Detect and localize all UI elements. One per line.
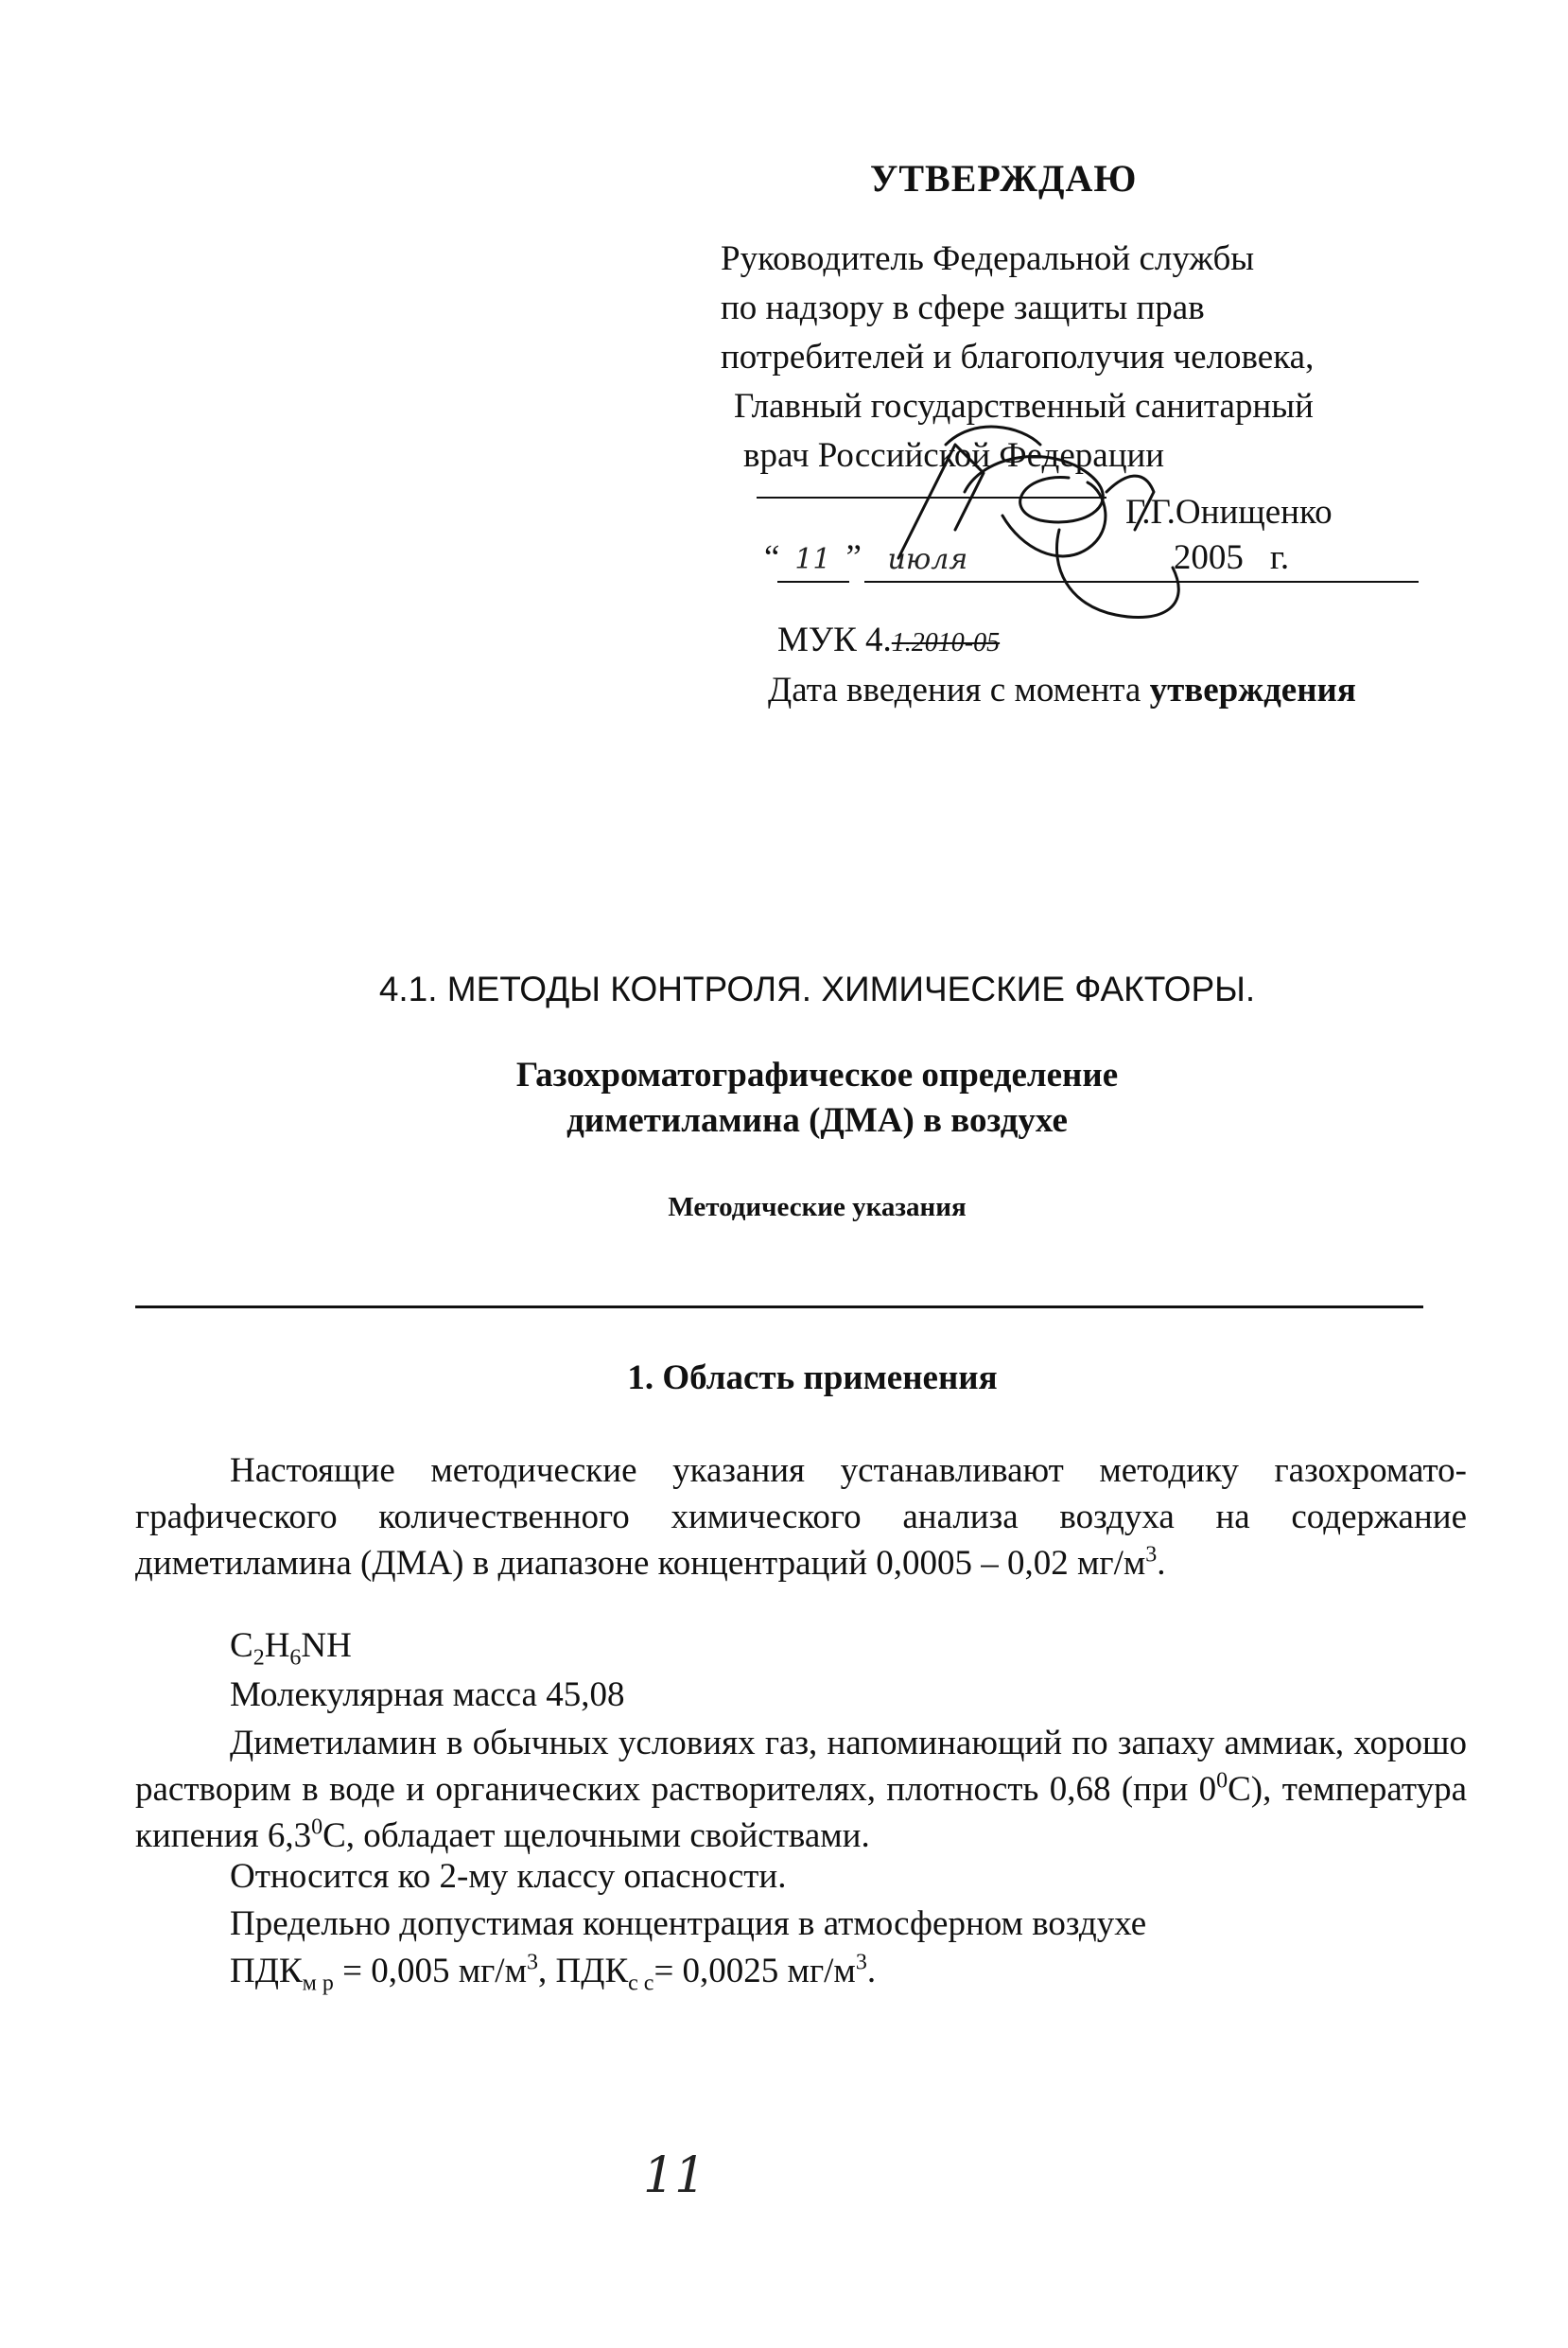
mpc-values [230,1950,877,1996]
chemical-formula [230,1625,352,1671]
formula-h-sub: 6 [289,1645,302,1671]
hazard-class: Относится ко 2-му классу опасности. [230,1857,787,1896]
approver-line-4: Главный государственный санитарный [734,387,1314,426]
props-text-3: С, обладает щелочными свойствами. [322,1816,870,1855]
mpc-a-label: ПДК [230,1952,303,1990]
approver-line-1: Руководитель Федеральной службы [721,239,1255,278]
approver-line-2: по надзору в сфере защиты прав [721,289,1205,327]
document-subtitle: Методические указания [668,1192,967,1222]
mpc-b-value: = 0,0025 мг/м [653,1952,856,1990]
props-text-2: С), температура кипения 6,3 [135,1770,1467,1855]
formula-h: H [264,1626,290,1665]
mpc-intro: Предельно допустимая концентрация в атмосферном воздухе [230,1904,1147,1943]
muk-prefix: МУК 4. [777,621,892,659]
document-title-line-1: Газохроматографическое определение [515,1056,1119,1095]
page-number: 11 [643,2147,706,2204]
section-heading: 1. Область применения [627,1358,998,1397]
intro-text: Дата введения с момента [768,671,1150,710]
document-title-line-2: диметиламина (ДМА) в воздухе [566,1101,1068,1140]
mpc-a-value: = 0,005 мг/м [333,1952,527,1990]
date-day: 11 [794,543,831,576]
approver-line-3: потребителей и благополучия человека, [721,338,1315,377]
date-suffix: г. [1269,538,1290,577]
formula-nh: NH [301,1626,352,1665]
scope-sup: 3 [1145,1542,1158,1568]
scope-paragraph [135,1447,1467,1586]
mpc-end: . [866,1952,877,1990]
signer-name: Г.Г.Онищенко [1125,493,1333,532]
date-year: 2005 [1173,538,1244,577]
formula-c: C [230,1626,253,1665]
section-caption: 4.1. МЕТОДЫ КОНТРОЛЯ. ХИМИЧЕСКИЕ ФАКТОРЫ. [378,970,1256,1008]
mpc-a-sub: м р [302,1971,334,1996]
date-mid-quote: ” [845,538,862,577]
date-open-quote: “ [764,538,780,577]
muk-struck-number: 1.2010-05 [891,628,1001,657]
mpc-b-sup: 3 [855,1950,867,1975]
props-sup-2: 0 [311,1814,323,1840]
scope-end: . [1157,1544,1166,1583]
props-sup-1: 0 [1216,1768,1228,1794]
approval-heading: УТВЕРЖДАЮ [870,157,1138,200]
intro-bold: утверждения [1149,671,1356,710]
mpc-b-label: , ПДК [537,1952,629,1990]
mpc-b-sub: с с [628,1971,654,1996]
properties-paragraph [135,1720,1467,1859]
formula-c-sub: 2 [253,1645,265,1671]
scope-text: Настоящие методические указания устанавливают методику газохромато-графического количественного химического анализа воздуха на содержание диметиламина (ДМА) в диапазоне концентраций 0,0005 – 0,02 мг/м [135,1451,1467,1583]
molar-mass: Молекулярная масса 45,08 [230,1675,625,1714]
props-text-1: Диметиламин в обычных условиях газ, напоминающий по запаху аммиак, хорошо растворим в воде и органических растворителях, плотность 0,68 (при 0 [135,1724,1467,1809]
date-month: июля [887,543,968,576]
horizontal-rule [135,1305,1423,1308]
mpc-a-sup: 3 [526,1950,538,1975]
approver-line-5: врач Российской Федерации [743,436,1165,475]
